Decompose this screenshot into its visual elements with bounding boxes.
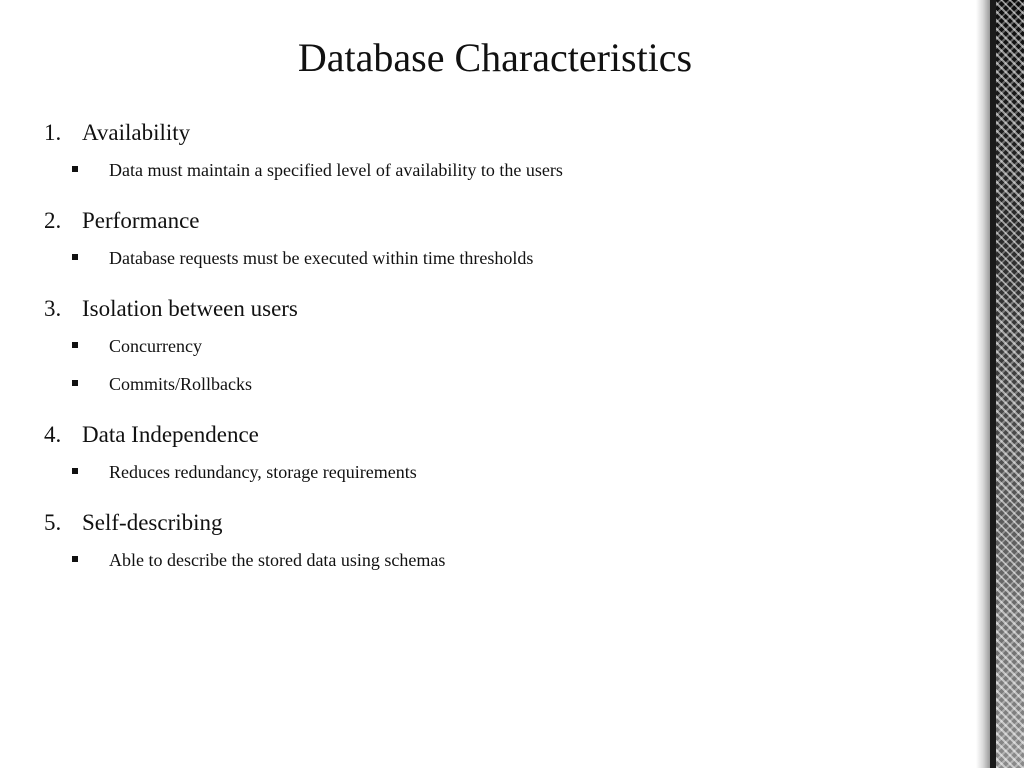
square-bullet-icon	[72, 380, 78, 386]
sub-item-text: Commits/Rollbacks	[109, 374, 253, 394]
list-item	[44, 505, 944, 579]
square-bullet-icon	[72, 254, 78, 260]
list-item	[44, 203, 944, 277]
sub-list	[44, 151, 944, 189]
slide-title: Database Characteristics	[297, 35, 693, 80]
item-heading	[44, 505, 944, 541]
side-bar-shadow	[976, 0, 990, 768]
slide-content	[44, 115, 944, 593]
list-item	[44, 291, 944, 403]
sub-item	[44, 453, 944, 491]
square-bullet-icon	[72, 468, 78, 474]
list-item	[44, 417, 944, 491]
sub-item-text: Data must maintain a specified level of availability to the users	[109, 160, 563, 180]
sub-item-text: Database requests must be executed within time thresholds	[109, 248, 534, 268]
item-label: Self-describing	[82, 510, 223, 535]
item-label: Data Independence	[82, 422, 259, 447]
sub-item	[44, 365, 944, 403]
item-label: Isolation between users	[82, 296, 298, 321]
item-heading	[44, 291, 944, 327]
item-number: 2.	[44, 208, 62, 233]
sub-list	[44, 541, 944, 579]
sub-item-text: Reduces redundancy, storage requirements	[109, 462, 417, 482]
item-label: Availability	[82, 120, 191, 145]
sub-list	[44, 327, 944, 403]
item-number: 4.	[44, 422, 62, 447]
decorative-side-bar	[976, 0, 1024, 768]
square-bullet-icon	[72, 342, 78, 348]
sub-list	[44, 453, 944, 491]
sub-item	[44, 327, 944, 365]
side-bar-pattern	[996, 0, 1024, 768]
sub-item	[44, 151, 944, 189]
item-number: 5.	[44, 510, 62, 535]
sub-list	[44, 239, 944, 277]
item-heading	[44, 417, 944, 453]
square-bullet-icon	[72, 166, 78, 172]
sub-item	[44, 541, 944, 579]
item-heading	[44, 203, 944, 239]
item-heading	[44, 115, 944, 151]
item-number: 3.	[44, 296, 62, 321]
sub-item	[44, 239, 944, 277]
item-number: 1.	[44, 120, 62, 145]
item-label: Performance	[82, 208, 200, 233]
square-bullet-icon	[72, 556, 78, 562]
list-item	[44, 115, 944, 189]
sub-item-text: Able to describe the stored data using schemas	[109, 550, 446, 570]
sub-item-text: Concurrency	[109, 336, 202, 356]
